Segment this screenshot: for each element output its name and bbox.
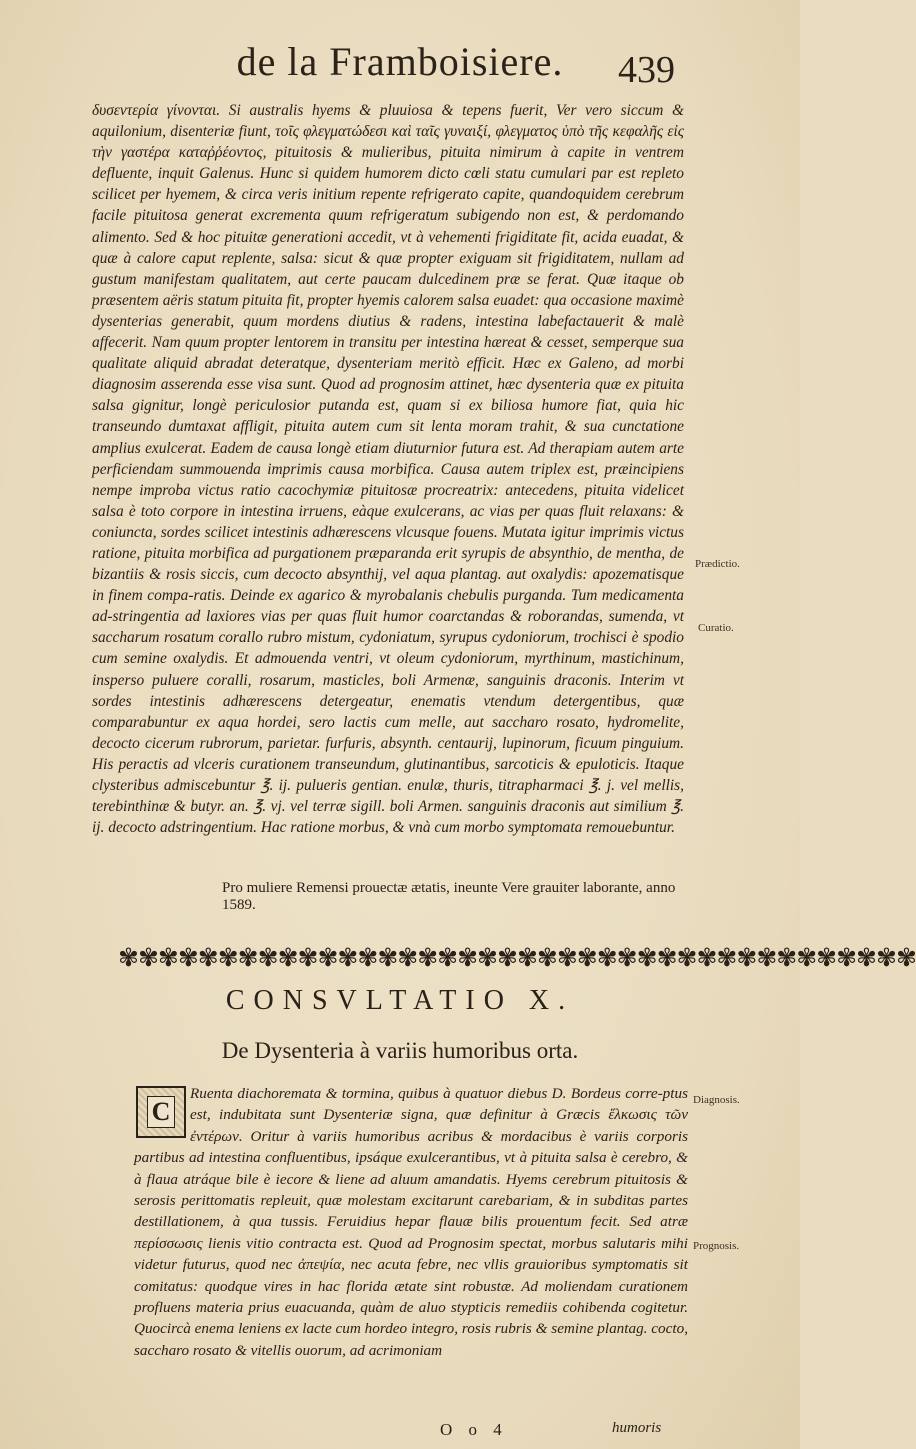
consultation-paragraph: Ruenta diachoremata & tormina, quibus à quatuor diebus D. Bordeus corre-ptus est, indubitata sunt Dysenteriæ signa, quæ definitur à Græcis ἕλκωσις τῶν ἐντέρων. Oritur à variis humoribus acribus & mordacibus è variis corporis partibus ad intestina confluentibus, ipsáque exulcerantibus, vt à pituita salsa è cerebro, & à flaua atráque bile è iecore & liene ad aluum amandatis. Hyems cerebrum pituitosis & serosis perittomatis repleuit, quæ molestam excitarunt carebariam, & in subditas partes destillationem, à qua tussis. Feruidius hepar flauæ bilis prouentum fecit. Sed atræ περίσσωσις lienis vitio contracta est. Quod ad Prognosim spectat, morbus salutaris mihi videtur futurus, quod nec ἀπεψία, nec acuta febre, nec vllis grauioribus symptomatis sit comitatus: quodque vires in hac florida ætate sint robustæ. Ad moliendam curationem profluens materia prius euacuanda, quàm de aluo stypticis remediis cohibenda cogitetur. Quocircà enema leniens ex lacte cum hordeo integro, rosis rubris & semine plantag. cocto, saccharo rosato & vitellis ouorum, ad acrimoniam <box>134 1085 688 1359</box>
consultation-subtitle: De Dysenteria à variis humoribus orta. <box>221 1038 579 1063</box>
margin-note-diagnosis: Diagnosis. <box>693 1094 740 1106</box>
margin-note-prognosis: Prognosis. <box>693 1240 740 1252</box>
drop-cap-letter: C <box>147 1096 175 1128</box>
decorated-initial <box>136 1086 186 1138</box>
body-paragraph: δυσεντερία γίνονται. Si australis hyems & pluuiosa & tepens fuerit, Ver vero siccum & aquilonium, disenteriæ fiunt, τοῖς φλεγματώδεσι καὶ ταῖς γυναιξί, φλεγματος ὑπὸ τῆς κεφαλῆς εἰς τὴν γαστέρα καταῤῥέοντος, pituitosis & mulieribus, pituita nimirum à capite in ventrem defluente, inquit Galenus. Hunc si quidem humorem dicto cœli statu cumulari par est repleto scilicet per hyemem, & circa veris initium repente refrigerato capite, quandoquidem cerebrum facile pituitosa generat excrementa quum refrigeratum subigendo non est, & perdomando alimento. Sed & hoc pituitæ generationi accedit, vt à vehementi frigiditate fit, acida euadat, & quæ à calore caput replente, salsa: sicut & quæ propter exiguam sit frigiditatem, nullam ad gustum manifestam qualitatem, aut certe paucam dulcedinem præ se ferat. Quæ itaque ob præsentem aëris statum pituita fit, propter hyemis calorem salsa euadet: qua occasione maximè dysenterias generabit, quum mordens diutius & radens, intestina labefactauerit & malè affecerit. Nam quum propter lentorem in transitu per intestina hæreat & cesset, semperque sua qualitate aliquid abradat deteratque, dysenteriam meritò efficit. Hæc ex Galeno, ad morbi diagnosim asserenda esse visa sunt. Quod ad prognosim attinet, hæc dysenteria quæ ex pituita salsa gignitur, longè periculosior putanda est, quam si ex biliosa humore fiat, quia hic transeundo dumtaxat affligit, pituita autem cum sit lenta moram trahit, & sua cunctatione amplius exulcerat. Eadem de causa longè etiam diuturnior futura est. Ad therapiam autem arte perficiendam summouenda imprimis causa morbifica. Causa autem triplex est, præincipiens nempe improba victus ratio cacochymiæ pituitosæ procreatrix: antecedens, pituita videlicet salsa è toto corpore in intestina irruens, eàque exulcerans, ac vias per quas fluit relaxans: & coniuncta, sordes scilicet intestinis adhærescens vlcusque fouens. Mutata igitur imprimis victus ratione, pituita morbifica ad purgationem præparanda erit syrupis de absynthio, de mentha, de bizantiis & rosis siccis, cum decocto absynthij, vel aqua plantag. aut oxalydis: apozematisque in finem compa-ratis. Deinde ex agarico & myrobalanis chebulis purganda. Tum medicamenta ad-stringentia ad laxiores vias per quas fluit humor coarctandas & roborandas, sumenda, vt saccharum rosatum corallo rubro mistum, cydoniatum, syrupus cydoniorum, trochisci è spodio cum semine oxalydis. Et admouenda ventri, vt oleum cydoniorum, myrthinum, mastichinum, insperso puluere coralli, rosarum, masticles, boli Armenæ, sanguinis draconis. Interim vt sordes intestinis adhærescens detergeatur, enematis vtendum detergentibus, quæ comparabuntur ex aqua hordei, sero lactis cum melle, aut saccharo rosato, hydromelite, decocto cicerum rubrorum, parietar. furfuris, absynth. centaurij, lupinorum, ficuum pinguium. His peractis ad vlceris curationem transeundum, glutinantibus, sarcoticis & epuloticis. Itaque clysteribus admiscebuntur ℥. ij. pulueris gentian. enulæ, thuris, titrapharmaci ℥. j. vel mellis, terebinthinæ & butyr. an. ℥. vj. vel terræ sigill. boli Armen. sanguinis draconis aut similium ℥. ij. decocto adstringentium. Hac ratione morbus, & vnà cum morbo symptomata remouebuntur. <box>92 102 684 837</box>
printers-ornament-rule: ✾✾✾✾✾✾✾✾✾✾✾✾✾✾✾✾✾✾✾✾✾✾✾✾✾✾✾✾✾✾✾✾✾✾✾✾✾✾✾✾ <box>118 945 916 972</box>
signature-mark: O o 4 <box>440 1420 508 1439</box>
margin-note-praedictio: Prædictio. <box>695 558 740 570</box>
case-colophon: Pro muliere Remensi prouectæ ætatis, ineunte Vere grauiter laborante, anno 1589. <box>222 880 676 913</box>
page-number: 439 <box>618 49 675 91</box>
margin-note-curatio: Curatio. <box>698 622 734 634</box>
catchword: humoris <box>612 1420 662 1436</box>
consultation-heading: CONSVLTATIO X. <box>225 985 575 1016</box>
consultation-text <box>134 1083 688 1361</box>
running-head-title: de la Framboisiere. <box>236 39 564 84</box>
